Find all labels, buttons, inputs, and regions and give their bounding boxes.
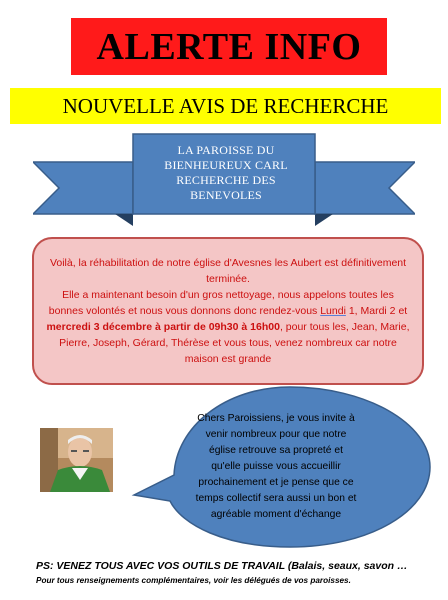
speech-line: temps collectif sera aussi un bon et [195, 493, 357, 504]
ribbon-text [140, 143, 312, 203]
announcement-text: Elle a maintenant besoin d'un gros nettoyage, nous appelons toutes les bonnes volontés et nous vous donnons donc rendez-vous [48, 289, 394, 317]
speech-text [183, 411, 369, 523]
ribbon-right-tail [315, 162, 415, 214]
announcement-box [32, 237, 424, 385]
alert-banner [71, 18, 387, 75]
announcement-text: , pour tous les, Jean, Marie, Pierre, Joseph, Gérard, Thérèse et vous tous, venez nombreux car notre maison est grande [59, 321, 410, 365]
alert-title: ALERTE INFO [96, 25, 362, 68]
ps-note: PS: VENEZ TOUS AVEC VOS OUTILS DE TRAVAIL (Balais, seaux, savon … [36, 560, 408, 572]
speech-line: église retrouve sa propreté et [209, 445, 343, 456]
announcement-text: 1, Mardi 2 et [345, 305, 408, 317]
announcement-paragraph-2 [44, 287, 412, 367]
ribbon-left-tail [33, 162, 133, 214]
priest-photo [40, 428, 113, 492]
ribbon-line: BIENHEUREUX CARL [164, 158, 288, 172]
info-note: Pour tous renseignements complémentaires, voir les délégués de vos paroisses. [36, 576, 351, 585]
ribbon-line: BENEVOLES [190, 188, 262, 202]
announcement-date: mercredi 3 décembre à partir de 09h30 à 16h00 [46, 321, 280, 333]
announcement-lundi: Lundi [320, 305, 346, 317]
announcement-paragraph-1: Voilà, la réhabilitation de notre église d'Avesnes les Aubert est définitivement terminée. [49, 257, 407, 285]
ribbon-line: RECHERCHE DES [176, 173, 276, 187]
subtitle: NOUVELLE AVIS DE RECHERCHE [62, 93, 389, 118]
ribbon-right-fold [315, 214, 333, 226]
ribbon-line: LA PAROISSE DU [177, 143, 275, 157]
speech-line: agréable moment d'échange [210, 509, 342, 520]
speech-line: prochainement et je pense que ce [198, 477, 354, 488]
speech-line: qu'elle puisse vous accueillir [211, 461, 341, 472]
subtitle-banner [10, 88, 441, 124]
ribbon-left-fold [115, 214, 133, 226]
speech-line: Chers Paroissiens, je vous invite à [197, 413, 355, 424]
speech-line: venir nombreux pour que notre [205, 429, 347, 440]
